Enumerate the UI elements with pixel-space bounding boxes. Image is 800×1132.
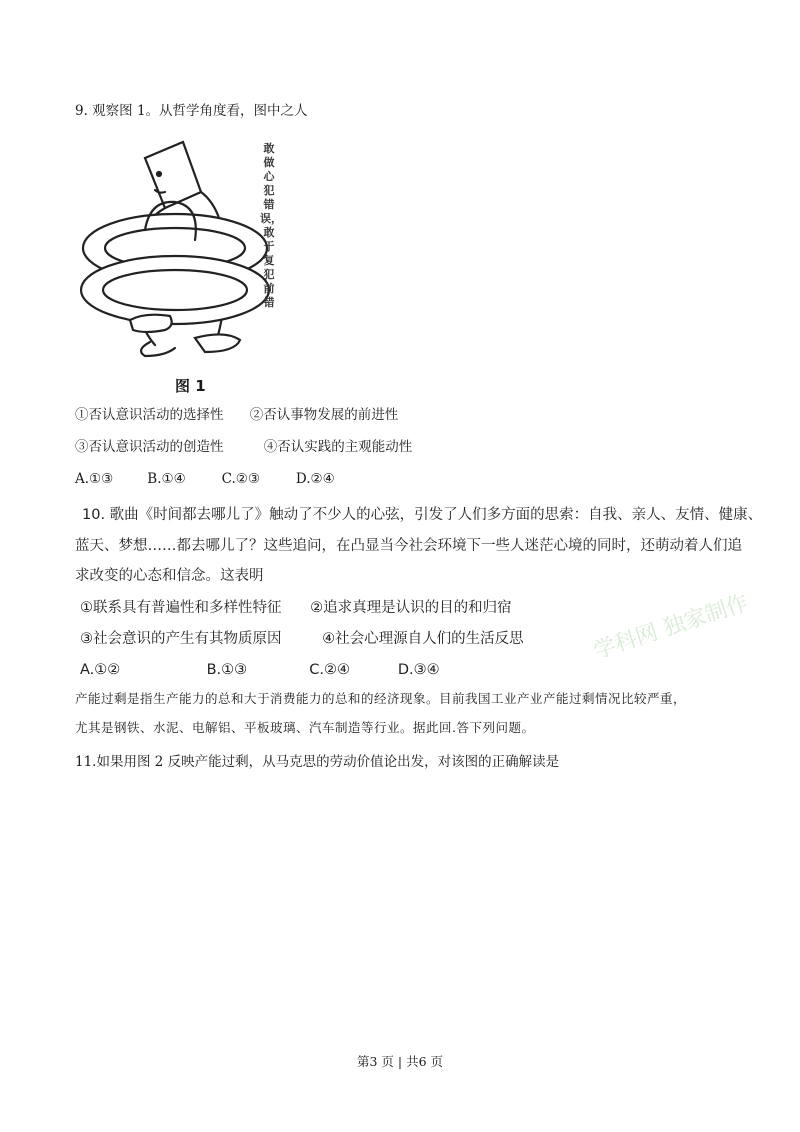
q10-answer-a: A.①② — [80, 662, 121, 678]
q9-answer-a: A.①③ — [75, 471, 114, 487]
q10-answer-d: D.③④ — [397, 662, 440, 678]
q9-option-3: ③否认意识活动的创造性 — [75, 439, 224, 455]
intro-line-1: 产能过剩是指生产能力的总和大于消费能力的总和的经济现象。目前我国工业产业产能过剩情况比较严重， — [75, 691, 687, 706]
q9-option-2: ②否认事物发展的前进性 — [249, 407, 399, 423]
q10-answers — [80, 661, 440, 679]
q10-option-3: ③社会意识的产生有其物质原因 — [80, 631, 282, 647]
intro-line-2: 尤其是钢铁、水泥、电解铝、平板玻璃、汽车制造等行业。据此回.答下列问题。 — [75, 720, 535, 735]
q9-options-row1 — [75, 406, 398, 424]
q9-answer-c: C.②③ — [221, 471, 260, 487]
q9-answers — [75, 470, 335, 488]
page-footer: 第3 页 | 共6 页 — [356, 1054, 443, 1069]
head — [145, 142, 201, 208]
q10-answer-c: C.②④ — [309, 662, 350, 678]
q10-option-2: ②追求真理是认识的目的和归宿 — [310, 600, 512, 616]
q10-options-row1 — [80, 599, 512, 617]
q11-stem: 11.如果用图 2 反映产能过剩，从马克思的劳动价值论出发，对该图的正确解读是 — [75, 754, 560, 770]
q10-option-4: ④社会心理源自人们的生活反思 — [322, 631, 524, 647]
q10-option-1: ①联系具有普遍性和多样性特征 — [80, 600, 282, 616]
q10-answer-b: B.①③ — [206, 662, 248, 678]
q10-line-1: 10. 歌曲《时间都去哪儿了》触动了不少人的心弦，引发了人们多方面的思索：自我、亲人、友情、健康、 — [82, 507, 763, 523]
q10-line-3: 求改变的心态和信念。这表明 — [75, 568, 264, 584]
q9-stem: 9. 观察图 1。从哲学角度看，图中之人 — [75, 103, 308, 119]
figure-vertical-text: 敢做心犯错误，敢于复犯前错 — [260, 142, 282, 309]
q9-answer-d: D.②④ — [295, 471, 335, 487]
figure-caption: 图 1 — [175, 377, 206, 395]
watermark: 学科网 独家制作 — [590, 590, 752, 665]
q9-option-4: ④否认实践的主观能动性 — [263, 439, 413, 455]
q9-option-1: ①否认意识活动的选择性 — [75, 407, 224, 423]
q10-options-row2 — [80, 630, 524, 648]
q9-answer-b: B.①④ — [147, 471, 186, 487]
q9-options-row2 — [75, 438, 412, 456]
q10-line-2: 蓝天、梦想……都去哪儿了？这些追问，在凸显当今社会环境下一些人迷茫心境的同时，还萌动着人们追 — [75, 538, 742, 554]
